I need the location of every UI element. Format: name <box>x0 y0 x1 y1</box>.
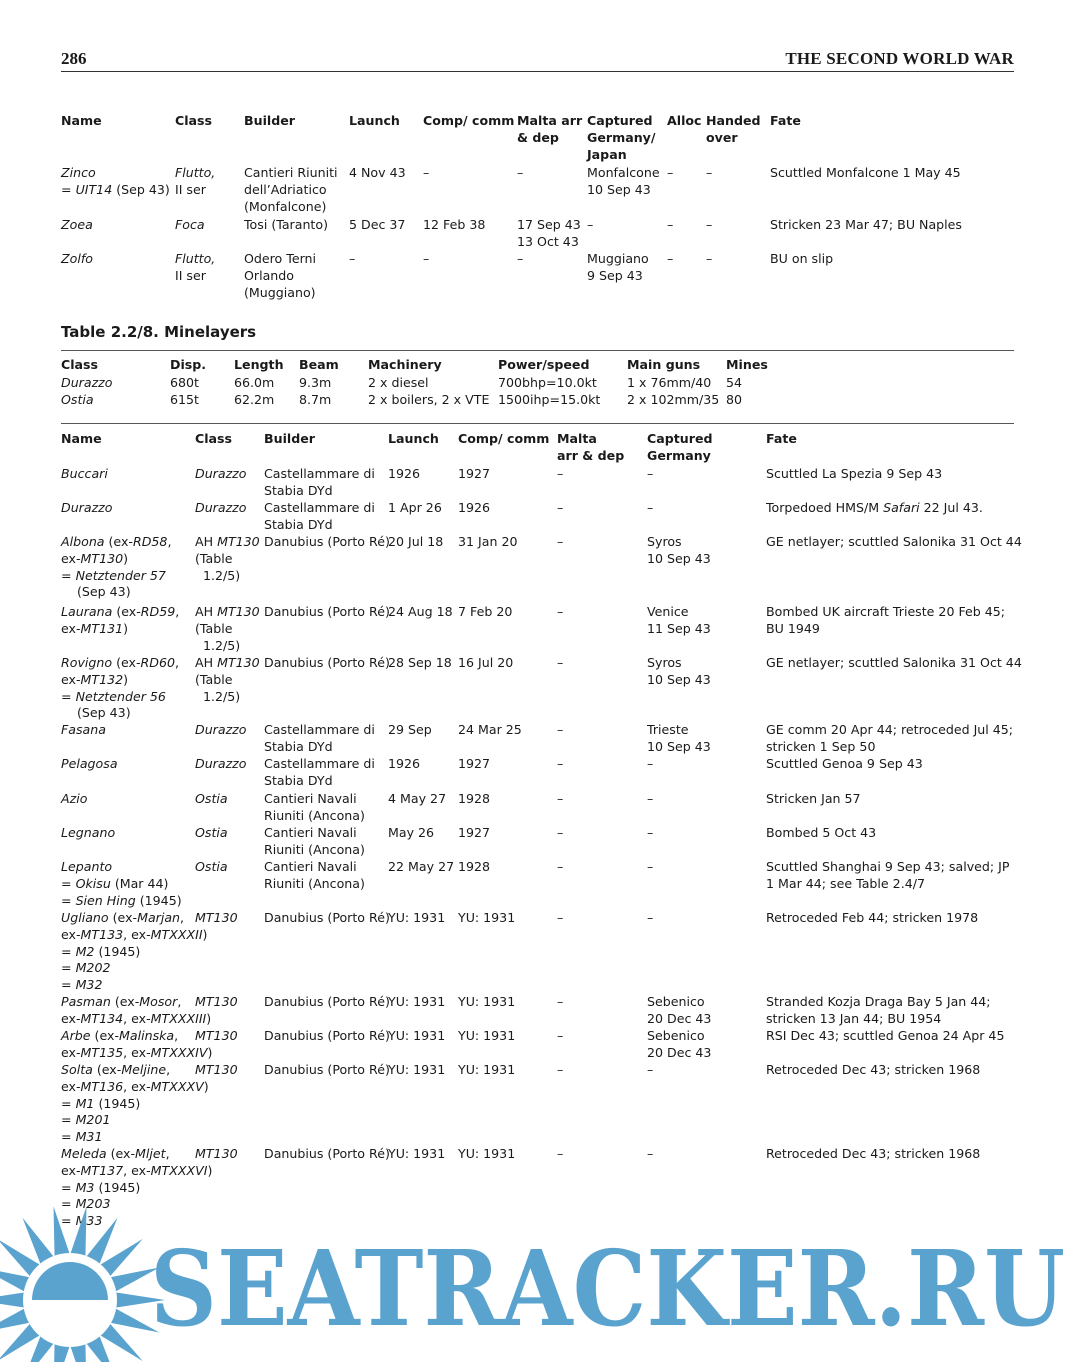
cell-captured: Monfalcone 10 Sep 43 <box>587 165 660 197</box>
cell-captured: Sebenico 20 Dec 43 <box>647 994 712 1026</box>
column-header: Disp. <box>170 357 207 372</box>
class-cell: 1500ihp=15.0kt <box>498 392 601 407</box>
running-head: THE SECOND WORLD WAR <box>785 49 1014 68</box>
cell-builder: Odero Terni Orlando (Muggiano) <box>244 251 317 300</box>
cell-malta: – <box>557 655 564 670</box>
cell-comp: YU: 1931 <box>458 910 516 925</box>
cell-name: Fasana <box>61 722 106 737</box>
class-cell: 66.0m <box>234 375 275 390</box>
cell-launch: YU: 1931 <box>388 1146 446 1161</box>
cell-captured: – <box>647 791 654 806</box>
class-cell: 615t <box>170 392 199 407</box>
cell-launch: 22 May 27 <box>388 859 455 874</box>
class-cell: 1 x 76mm/40 <box>627 375 712 390</box>
cell-fate: Stranded Kozja Draga Bay 5 Jan 44; stricken 13 Jan 44; BU 1954 <box>766 994 991 1026</box>
cell-comp: YU: 1931 <box>458 1146 516 1161</box>
cell-captured: – <box>647 500 654 515</box>
column-header: Launch <box>349 113 400 128</box>
column-header: Main guns <box>627 357 701 372</box>
class-cell: 62.2m <box>234 392 275 407</box>
column-header: Malta arr & dep <box>557 431 625 463</box>
table-rule-mid <box>61 423 1014 424</box>
cell-launch: 24 Aug 18 <box>388 604 453 619</box>
cell-malta: – <box>557 825 564 840</box>
class-cell: 80 <box>726 392 743 407</box>
cell-fate: Bombed UK aircraft Trieste 20 Feb 45; BU 1949 <box>766 604 1006 636</box>
cell-launch: 4 Nov 43 <box>349 165 406 180</box>
class-cell: 8.7m <box>299 392 332 407</box>
column-header: Beam <box>299 357 339 372</box>
cell-class: Durazzo <box>195 722 247 737</box>
column-header: Comp/ comm <box>423 113 515 128</box>
column-header: Builder <box>264 431 315 446</box>
cell-builder: Cantieri Navali Riuniti (Ancona) <box>264 791 365 823</box>
cell-malta: – <box>557 722 564 737</box>
class-cell: 2 x 102mm/35 <box>627 392 720 407</box>
column-header: Fate <box>766 431 797 446</box>
cell-malta: 17 Sep 43 13 Oct 43 <box>517 217 581 249</box>
column-header: Fate <box>770 113 801 128</box>
cell-class: Ostia <box>195 825 228 840</box>
table-title: Table 2.2/8. Minelayers <box>61 323 257 341</box>
cell-name: Zinco = UIT14 (Sep 43) <box>61 165 170 197</box>
cell-comp: 1926 <box>458 500 491 515</box>
cell-builder: Danubius (Porto Ré) <box>264 655 390 670</box>
cell-class: Flutto, II ser <box>175 251 216 283</box>
class-cell: 9.3m <box>299 375 332 390</box>
cell-fate: Scuttled La Spezia 9 Sep 43 <box>766 466 943 481</box>
cell-launch: YU: 1931 <box>388 994 446 1009</box>
cell-captured: Sebenico 20 Dec 43 <box>647 1028 712 1060</box>
cell-fate: Scuttled Monfalcone 1 May 45 <box>770 165 961 180</box>
cell-builder: Danubius (Porto Ré) <box>264 604 390 619</box>
cell-class: Durazzo <box>195 756 247 771</box>
cell-malta: – <box>557 910 564 925</box>
cell-comp: 1928 <box>458 859 491 874</box>
watermark <box>0 1195 1080 1362</box>
cell-class: MT130 <box>195 1146 238 1161</box>
cell-launch: 1 Apr 26 <box>388 500 442 515</box>
cell-captured: Syros 10 Sep 43 <box>647 655 711 687</box>
cell-malta: – <box>517 251 524 266</box>
cell-builder: Cantieri Navali Riuniti (Ancona) <box>264 859 365 891</box>
cell-comp: 1927 <box>458 825 491 840</box>
class-cell: Durazzo <box>61 375 113 390</box>
cell-malta: – <box>557 1062 564 1077</box>
class-cell: Ostia <box>61 392 94 407</box>
cell-comp: – <box>423 251 430 266</box>
cell-class: AH MT130 (Table 1.2/5) <box>195 604 260 653</box>
cell-fate: Bombed 5 Oct 43 <box>766 825 877 840</box>
cell-builder: Tosi (Taranto) <box>244 217 328 232</box>
cell-captured: Muggiano 9 Sep 43 <box>587 251 649 283</box>
cell-class: MT130 <box>195 910 238 925</box>
cell-captured: Venice 11 Sep 43 <box>647 604 711 636</box>
cell-name: Rovigno (ex-RD60, ex-MT132) = Netztender 56 (Sep 43) <box>61 655 180 721</box>
cell-comp: 1927 <box>458 466 491 481</box>
cell-builder: Cantieri Navali Riuniti (Ancona) <box>264 825 365 857</box>
page-number: 286 <box>61 49 87 68</box>
cell-class: AH MT130 (Table 1.2/5) <box>195 534 260 583</box>
header-rule <box>61 71 1014 72</box>
cell-malta: – <box>557 994 564 1009</box>
cell-comp: YU: 1931 <box>458 1062 516 1077</box>
cell-class: Ostia <box>195 791 228 806</box>
class-cell: 700bhp=10.0kt <box>498 375 597 390</box>
cell-launch: 28 Sep 18 <box>388 655 452 670</box>
cell-builder: Danubius (Porto Ré) <box>264 910 390 925</box>
cell-name: Pasman (ex-Mosor, ex-MT134, ex-MTXXXIII) <box>61 994 212 1026</box>
column-header: Class <box>175 113 213 128</box>
column-header: Handed over <box>706 113 761 145</box>
cell-class: MT130 <box>195 1062 238 1077</box>
cell-handed: – <box>706 251 713 266</box>
cell-captured: Syros 10 Sep 43 <box>647 534 711 566</box>
column-header: Name <box>61 431 102 446</box>
cell-fate: GE comm 20 Apr 44; retroceded Jul 45; stricken 1 Sep 50 <box>766 722 1014 754</box>
cell-comp: 16 Jul 20 <box>458 655 514 670</box>
cell-builder: Castellammare di Stabia DYd <box>264 722 375 754</box>
cell-launch: 1926 <box>388 756 421 771</box>
cell-builder: Castellammare di Stabia DYd <box>264 756 375 788</box>
column-header: Machinery <box>368 357 442 372</box>
cell-launch: 29 Sep <box>388 722 432 737</box>
cell-fate: RSI Dec 43; scuttled Genoa 24 Apr 45 <box>766 1028 1005 1043</box>
column-header: Mines <box>726 357 768 372</box>
cell-alloc: – <box>667 165 674 180</box>
cell-name: Arbe (ex-Malinska, ex-MT135, ex-MTXXXIV) <box>61 1028 213 1060</box>
cell-name: Lepanto = Okisu (Mar 44) = Sien Hing (1945) <box>61 859 182 908</box>
cell-launch: YU: 1931 <box>388 1028 446 1043</box>
class-cell: 54 <box>726 375 743 390</box>
cell-captured: – <box>647 756 654 771</box>
cell-fate: Stricken Jan 57 <box>766 791 861 806</box>
cell-fate: Torpedoed HMS/M Safari 22 Jul 43. <box>766 500 983 515</box>
cell-builder: Cantieri Riuniti dell’Adriatico (Monfalcone) <box>244 165 338 214</box>
cell-captured: – <box>647 466 654 481</box>
cell-alloc: – <box>667 251 674 266</box>
watermark-text: SEATRACKER.RU <box>150 1227 1065 1350</box>
class-cell: 2 x diesel <box>368 375 429 390</box>
cell-builder: Castellammare di Stabia DYd <box>264 466 375 498</box>
cell-comp: 12 Feb 38 <box>423 217 486 232</box>
cell-launch: YU: 1931 <box>388 910 446 925</box>
cell-malta: – <box>557 859 564 874</box>
cell-malta: – <box>557 1146 564 1161</box>
cell-name: Legnano <box>61 825 116 840</box>
cell-name: Durazzo <box>61 500 113 515</box>
cell-class: Durazzo <box>195 466 247 481</box>
cell-class: Foca <box>175 217 205 232</box>
cell-name: Zoea <box>61 217 93 232</box>
cell-fate: Stricken 23 Mar 47; BU Naples <box>770 217 962 232</box>
cell-alloc: – <box>667 217 674 232</box>
column-header: Captured Germany <box>647 431 713 463</box>
cell-launch: – <box>349 251 356 266</box>
column-header: Captured Germany/ Japan <box>587 113 656 162</box>
cell-comp: 1928 <box>458 791 491 806</box>
cell-launch: 5 Dec 37 <box>349 217 406 232</box>
cell-fate: Scuttled Genoa 9 Sep 43 <box>766 756 923 771</box>
cell-builder: Danubius (Porto Ré) <box>264 534 390 549</box>
cell-comp: 7 Feb 20 <box>458 604 513 619</box>
class-cell: 680t <box>170 375 199 390</box>
cell-name: Albona (ex-RD58, ex-MT130) = Netztender 57 (Sep 43) <box>61 534 172 600</box>
cell-malta: – <box>557 1028 564 1043</box>
cell-class: MT130 <box>195 994 238 1009</box>
cell-malta: – <box>557 500 564 515</box>
sun-burst-icon <box>0 1206 165 1362</box>
cell-launch: YU: 1931 <box>388 1062 446 1077</box>
cell-captured: Trieste 10 Sep 43 <box>647 722 711 754</box>
table-rule-top <box>61 350 1014 351</box>
column-header: Builder <box>244 113 295 128</box>
cell-malta: – <box>557 466 564 481</box>
cell-class: Flutto, II ser <box>175 165 216 197</box>
cell-class: Durazzo <box>195 500 247 515</box>
cell-handed: – <box>706 165 713 180</box>
column-header: Class <box>61 357 99 372</box>
cell-class: MT130 <box>195 1028 238 1043</box>
cell-fate: GE netlayer; scuttled Salonika 31 Oct 44 <box>766 655 1022 670</box>
cell-captured: – <box>647 910 654 925</box>
cell-fate: BU on slip <box>770 251 834 266</box>
cell-captured: – <box>587 217 594 232</box>
cell-comp: 1927 <box>458 756 491 771</box>
cell-fate: GE netlayer; scuttled Salonika 31 Oct 44 <box>766 534 1022 549</box>
cell-comp: – <box>423 165 430 180</box>
cell-builder: Danubius (Porto Ré) <box>264 1028 390 1043</box>
cell-fate: Scuttled Shanghai 9 Sep 43; salved; JP 1 Mar 44; see Table 2.4/7 <box>766 859 1010 891</box>
cell-malta: – <box>557 791 564 806</box>
cell-fate: Retroceded Dec 43; stricken 1968 <box>766 1062 981 1077</box>
column-header: Comp/ comm <box>458 431 550 446</box>
cell-comp: 24 Mar 25 <box>458 722 522 737</box>
cell-builder: Danubius (Porto Ré) <box>264 994 390 1009</box>
cell-name: Solta (ex-Meljine, ex-MT136, ex-MTXXXV) = M1 (1945) = M201 = M31 <box>61 1062 209 1145</box>
cell-fate: Retroceded Dec 43; stricken 1968 <box>766 1146 981 1161</box>
cell-launch: May 26 <box>388 825 435 840</box>
column-header: Class <box>195 431 233 446</box>
cell-name: Meleda (ex-Mljet, ex-MT137, ex-MTXXXVI) = M3 (1945) = M203 = M33 <box>61 1146 213 1229</box>
cell-builder: Castellammare di Stabia DYd <box>264 500 375 532</box>
column-header: Power/speed <box>498 357 590 372</box>
cell-malta: – <box>557 534 564 549</box>
cell-builder: Danubius (Porto Ré) <box>264 1146 390 1161</box>
cell-name: Zolfo <box>61 251 93 266</box>
column-header: Malta arr & dep <box>517 113 583 145</box>
cell-comp: YU: 1931 <box>458 994 516 1009</box>
cell-class: Ostia <box>195 859 228 874</box>
cell-handed: – <box>706 217 713 232</box>
cell-name: Ugliano (ex-Marjan, ex-MT133, ex-MTXXXII) = M2 (1945) = M202 = M32 <box>61 910 208 993</box>
cell-malta: – <box>517 165 524 180</box>
cell-captured: – <box>647 825 654 840</box>
cell-malta: – <box>557 604 564 619</box>
column-header: Alloc <box>667 113 702 128</box>
cell-malta: – <box>557 756 564 771</box>
cell-name: Pelagosa <box>61 756 118 771</box>
cell-comp: 31 Jan 20 <box>458 534 518 549</box>
cell-launch: 4 May 27 <box>388 791 447 806</box>
cell-fate: Retroceded Feb 44; stricken 1978 <box>766 910 979 925</box>
cell-captured: – <box>647 1062 654 1077</box>
class-cell: 2 x boilers, 2 x VTE <box>368 392 490 407</box>
cell-captured: – <box>647 1146 654 1161</box>
cell-class: AH MT130 (Table 1.2/5) <box>195 655 260 704</box>
cell-launch: 1926 <box>388 466 421 481</box>
cell-launch: 20 Jul 18 <box>388 534 444 549</box>
column-header: Name <box>61 113 102 128</box>
cell-name: Buccari <box>61 466 108 481</box>
cell-name: Azio <box>61 791 88 806</box>
column-header: Length <box>234 357 284 372</box>
cell-captured: – <box>647 859 654 874</box>
cell-builder: Danubius (Porto Ré) <box>264 1062 390 1077</box>
column-header: Launch <box>388 431 439 446</box>
cell-name: Laurana (ex-RD59, ex-MT131) <box>61 604 180 636</box>
cell-comp: YU: 1931 <box>458 1028 516 1043</box>
